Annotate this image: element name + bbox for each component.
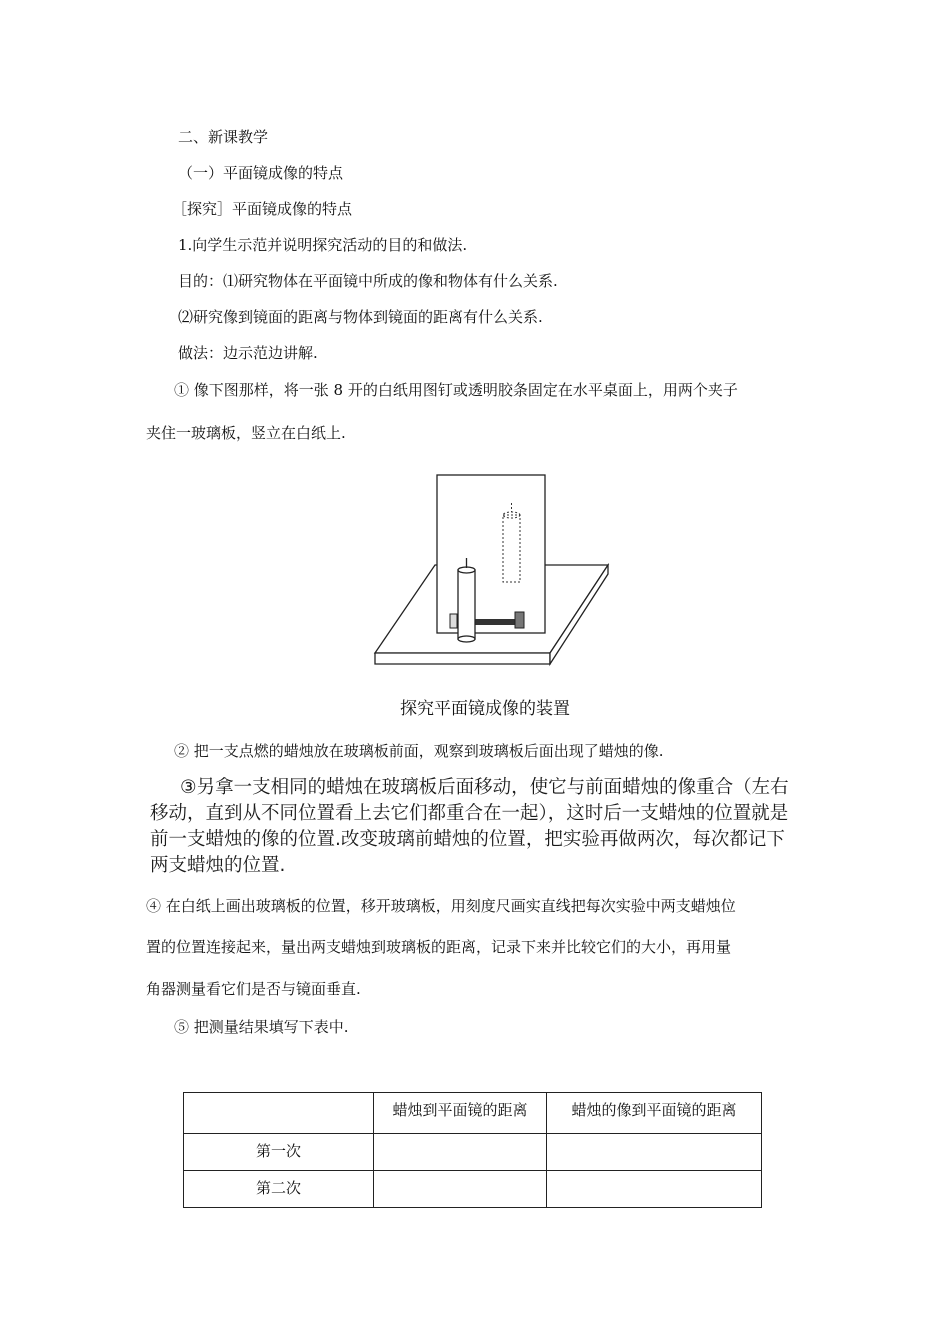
base-board-front-edge [375, 653, 550, 664]
table-cell: 第一次 [184, 1134, 374, 1171]
step-c-paragraph [150, 775, 810, 879]
step-d-line-1: ④ 在白纸上画出玻璃板的位置，移开玻璃板，用刻度尺画实直线把每次实验中两支蜡烛位 [146, 897, 736, 915]
step-d-line-3: 角器测量看它们是否与镜面垂直. [146, 980, 361, 998]
table-row [184, 1171, 762, 1208]
step-a-line-2: 夹住一玻璃板，竖立在白纸上. [146, 424, 346, 442]
inquiry-title: ［探究］平面镜成像的特点 [172, 200, 353, 218]
candle-bottom [458, 636, 475, 642]
candle [458, 570, 475, 639]
step-c-line: 两支蜡烛的位置. [150, 855, 286, 876]
step-1: 1.向学生示范并说明探究活动的目的和做法. [178, 236, 468, 254]
results-table [183, 1092, 762, 1208]
glass-plate [437, 475, 545, 633]
step-c-line: 前一支蜡烛的像的位置.改变玻璃前蜡烛的位置，把实验再做两次，每次都记下 [150, 829, 785, 850]
goal-2: ⑵研究像到镜面的距离与物体到镜面的距离有什么关系. [178, 308, 543, 326]
table-header-cell: 蜡烛的像到平面镜的距离 [547, 1093, 762, 1134]
step-d-line-2: 置的位置连接起来，量出两支蜡烛到玻璃板的距离，记录下来并比较它们的大小，再用量 [146, 938, 732, 956]
table-cell [374, 1171, 547, 1208]
figure-caption: 探究平面镜成像的装置 [400, 699, 570, 719]
step-b: ② 把一支点燃的蜡烛放在玻璃板前面，观察到玻璃板后面出现了蜡烛的像. [174, 742, 664, 760]
clamp-right [515, 612, 524, 628]
table-row [184, 1134, 762, 1171]
table-cell [547, 1171, 762, 1208]
clamp-left [450, 614, 457, 628]
table-cell [547, 1134, 762, 1171]
table-cell: 第二次 [184, 1171, 374, 1208]
step-e: ⑤ 把测量结果填写下表中. [174, 1018, 349, 1036]
table-header-cell: 蜡烛到平面镜的距离 [374, 1093, 547, 1134]
mirror-experiment-diagram [370, 470, 615, 670]
method: 做法：边示范边讲解. [178, 344, 318, 362]
table-header-cell [184, 1093, 374, 1134]
table-cell [374, 1134, 547, 1171]
subsection-heading: （一）平面镜成像的特点 [178, 164, 344, 182]
section-heading: 二、新课教学 [178, 128, 269, 146]
goal-1: 目的：⑴研究物体在平面镜中所成的像和物体有什么关系. [178, 272, 558, 290]
step-a-line-1: ① 像下图那样，将一张 8 开的白纸用图钉或透明胶条固定在水平桌面上，用两个夹子 [174, 381, 738, 399]
table-header-row [184, 1093, 762, 1134]
step-c-line: 移动，直到从不同位置看上去它们都重合在一起），这时后一支蜡烛的位置就是 [150, 803, 789, 824]
step-c-line: ③另拿一支相同的蜡烛在玻璃板后面移动，使它与前面蜡烛的像重合（左右 [180, 777, 789, 798]
